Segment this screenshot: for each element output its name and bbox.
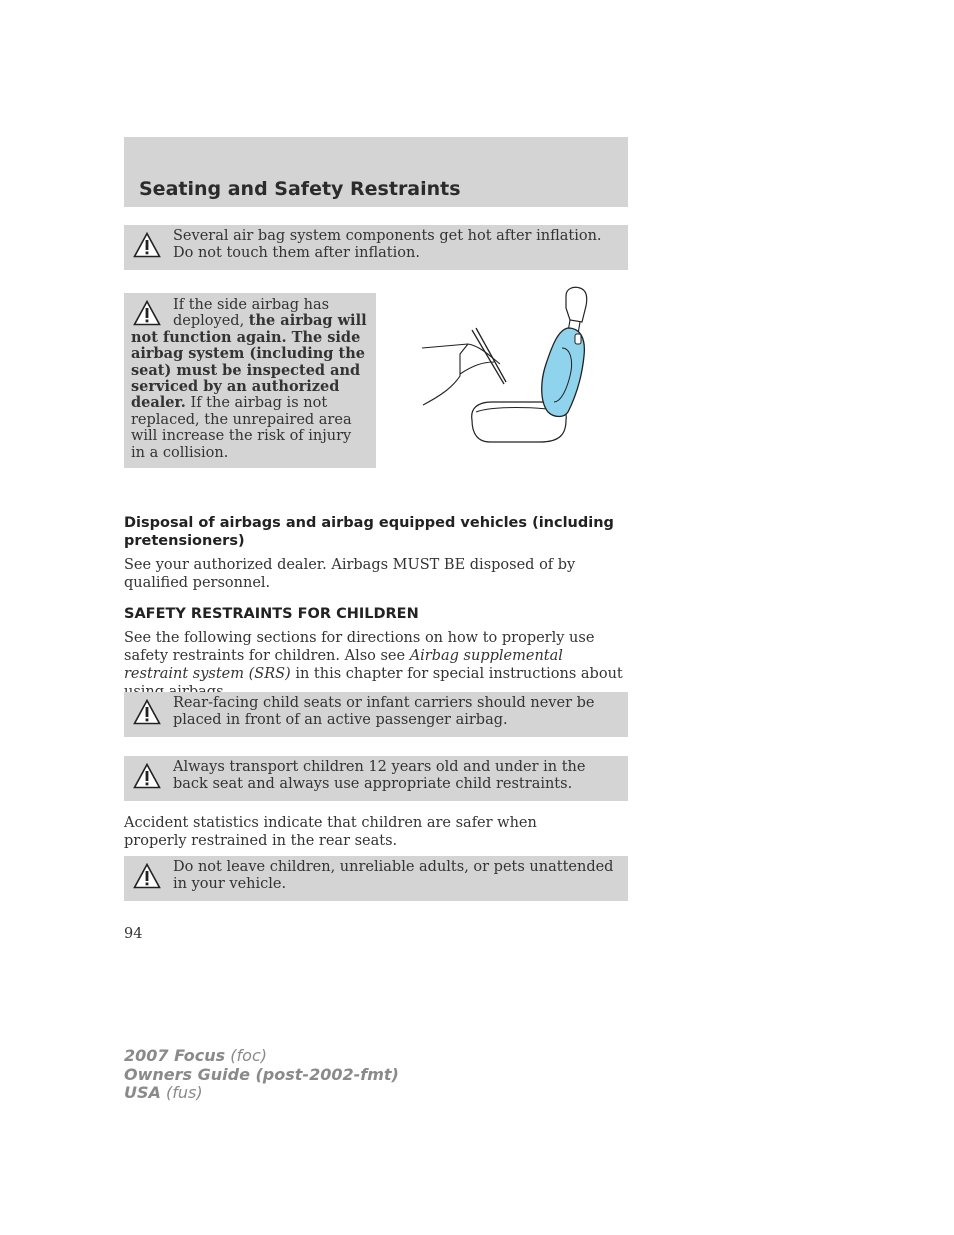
footer-market: USA [124, 1083, 161, 1102]
children-section [124, 605, 628, 701]
bold-text: the airbag will [248, 312, 367, 330]
footer-model-code: (foc) [230, 1046, 267, 1065]
seat-side-airbag-illustration [420, 284, 595, 446]
warning-text [131, 297, 368, 461]
page-number: 94 [124, 926, 143, 942]
section-title: Seating and Safety Restraints [139, 178, 461, 200]
warning-text: Always transport children 12 years old and under in the back seat and always use appropriate child restraints. [173, 759, 586, 792]
warning-box-rear-facing [124, 692, 628, 737]
plain-text: See the following sections for directions on how to properly use safety restraints for children. Also see [124, 630, 595, 664]
warning-box-side-airbag [124, 293, 376, 468]
warning-line: If the side airbag has [173, 297, 330, 313]
warning-box-unattended [124, 856, 628, 901]
footer-market-code: (fus) [166, 1083, 203, 1102]
children-heading: SAFETY RESTRAINTS FOR CHILDREN [124, 606, 419, 622]
disposal-heading: Disposal of airbags and airbag equipped vehicles (including pretensioners) [124, 515, 614, 549]
footer-line-market [124, 1084, 399, 1103]
warning-triangle-icon [133, 699, 161, 725]
warning-line [131, 313, 368, 329]
footer-guide: Owners Guide (post-2002-fmt) [124, 1064, 399, 1084]
warning-text: Several air bag system components get hot after inflation. Do not touch them after inflation. [173, 228, 602, 261]
bold-text: not function again. The side airbag system (including the seat) must be inspected and serviced by an authorized dealer. [131, 328, 365, 412]
plain-text: in this chapter for special instructions about [295, 666, 623, 682]
children-intro [124, 629, 628, 701]
warning-triangle-icon [133, 863, 161, 889]
footer-line-model [124, 1047, 399, 1066]
disposal-body: See your authorized dealer. Airbags MUST BE disposed of by qualified personnel. [124, 557, 576, 591]
warning-text: Rear-facing child seats or infant carriers should never be placed in front of an active passenger airbag. [173, 695, 595, 728]
plain-text: deployed, [173, 313, 249, 330]
cross-reference-link[interactable]: Airbag supplemental restraint system (SRS) [124, 648, 563, 682]
warning-triangle-icon [133, 763, 161, 789]
warning-box-transport-children [124, 756, 628, 801]
statistics-paragraph: Accident statistics indicate that children are safer when properly restrained in the rear seats. [124, 815, 537, 849]
footer-line-guide [124, 1066, 399, 1085]
footer-model: 2007 Focus [124, 1046, 226, 1065]
warning-box-hot-components [124, 225, 628, 270]
document-footer [124, 1047, 399, 1103]
warning-triangle-icon [133, 232, 161, 258]
plain-text: If the airbag is not replaced, the unrepaired area will increase the risk of injury in a collision. [131, 395, 352, 461]
warning-text: Do not leave children, unreliable adults, or pets unattended in your vehicle. [173, 859, 614, 892]
disposal-section [124, 514, 628, 592]
